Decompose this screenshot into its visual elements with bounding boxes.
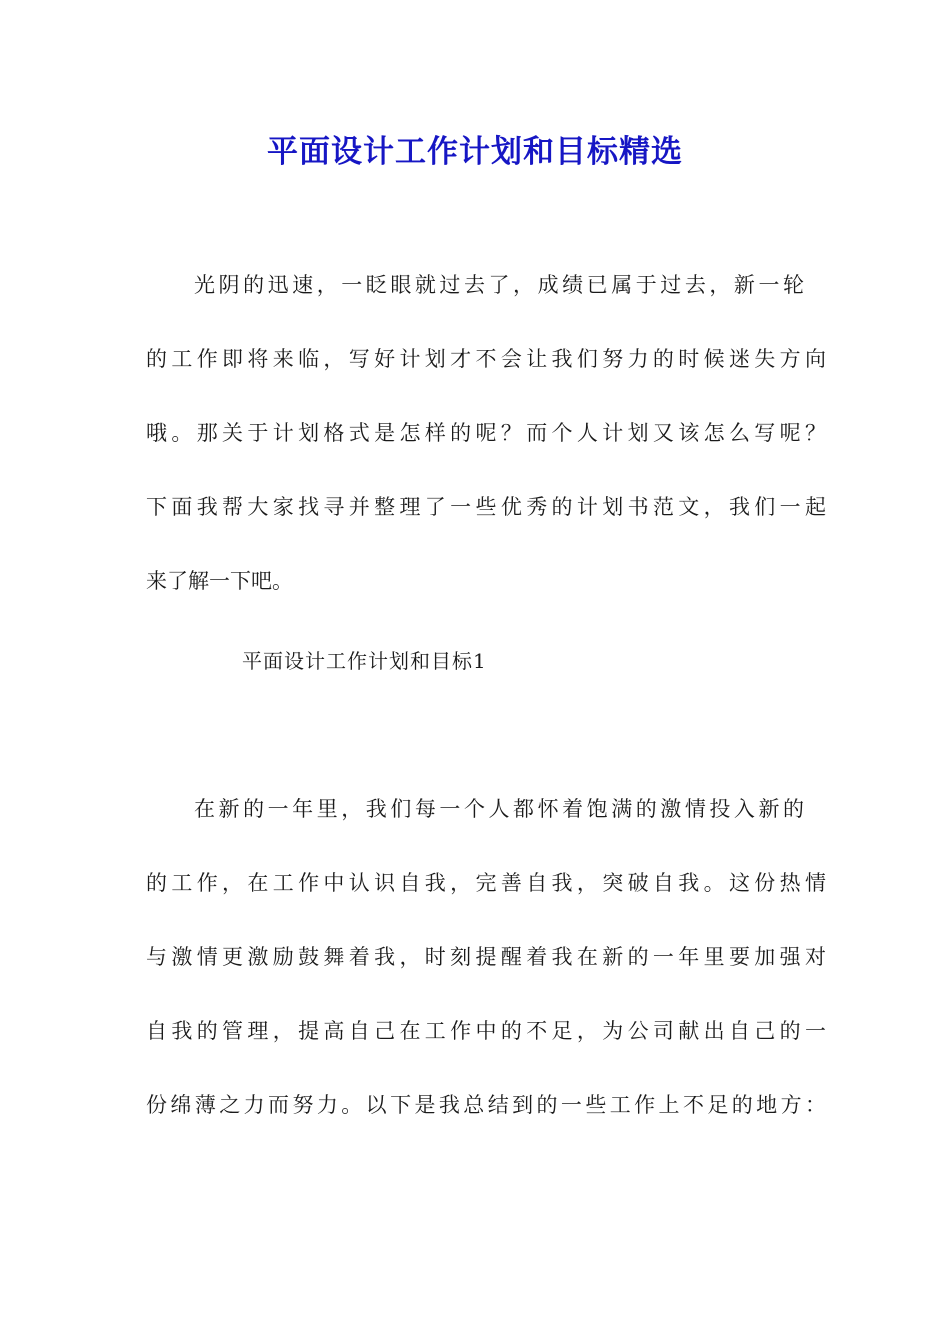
body-line: 自我的管理，提高自己在工作中的不足，为公司献出自己的一 <box>146 1019 826 1043</box>
body-line: 在新的一年里，我们每一个人都怀着饱满的激情投入新的 <box>194 797 804 821</box>
intro-line: 下面我帮大家找寻并整理了一些优秀的计划书范文，我们一起 <box>146 495 826 519</box>
body-line: 与激情更激励鼓舞着我，时刻提醒着我在新的一年里要加强对 <box>146 945 826 969</box>
body-line: 份绵薄之力而努力。以下是我总结到的一些工作上不足的地方： <box>146 1093 826 1117</box>
intro-line: 哦。那关于计划格式是怎样的呢？而个人计划又该怎么写呢？ <box>146 421 826 445</box>
document-title: 平面设计工作计划和目标精选 <box>267 134 683 170</box>
intro-line: 来了解一下吧。 <box>146 569 293 593</box>
body-line: 的工作，在工作中认识自我，完善自我，突破自我。这份热情 <box>146 871 826 895</box>
intro-line: 光阴的迅速，一眨眼就过去了，成绩已属于过去，新一轮 <box>194 273 804 297</box>
intro-line: 的工作即将来临，写好计划才不会让我们努力的时候迷失方向 <box>146 347 826 371</box>
section-heading: 平面设计工作计划和目标1 <box>242 649 487 673</box>
